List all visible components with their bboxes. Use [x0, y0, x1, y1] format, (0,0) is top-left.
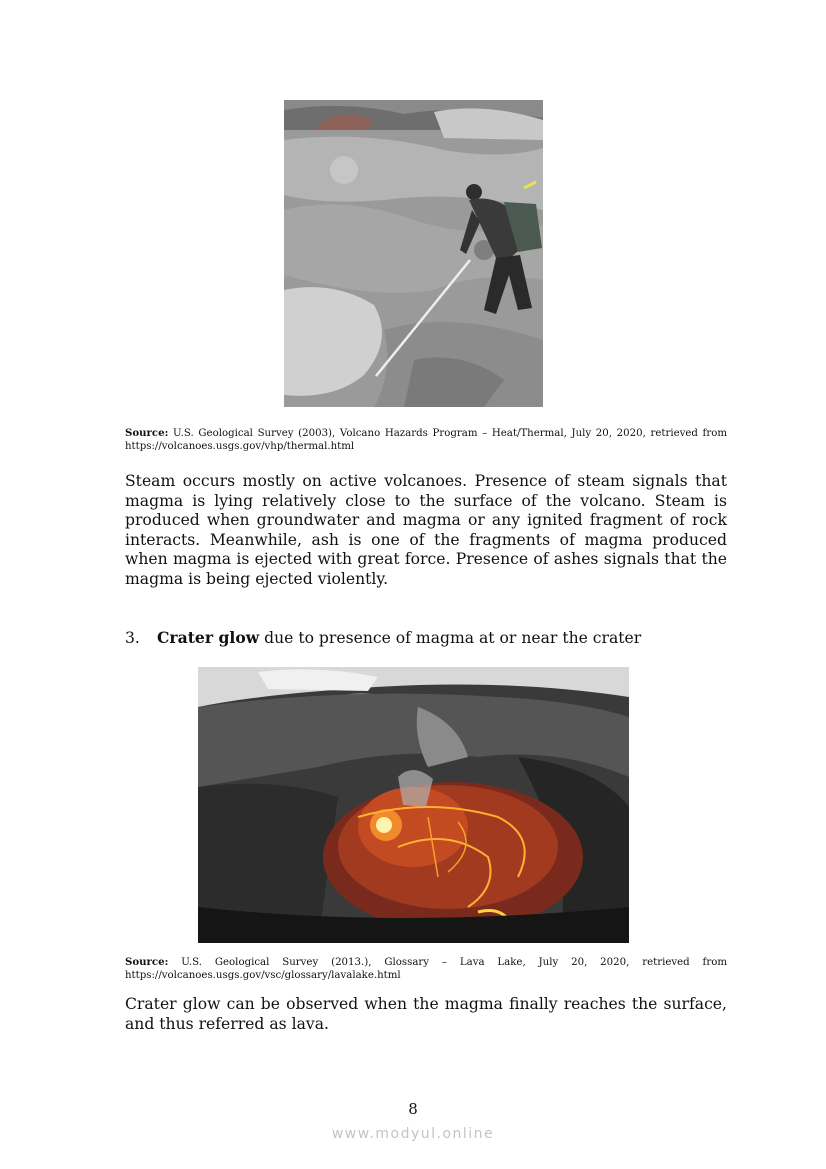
steam-field-photo: [284, 100, 543, 407]
source-label: Source:: [125, 427, 169, 439]
page-number: 8: [408, 1100, 418, 1118]
crater-glow-paragraph: Crater glow can be observed when the magma finally reaches the surface, and thus referred as lava.: [125, 995, 727, 1033]
section-number: 3.: [125, 629, 140, 647]
source-label: Source:: [125, 956, 169, 968]
watermark: www.modyul.online: [331, 1126, 495, 1142]
steam-paragraph: Steam occurs mostly on active volcanoes. Presence of steam signals that magma is lying relatively close to the surface of the volcano. Steam is produced when groundwater and magma or any ignited fragment of rock interacts. Meanwhile, ash is one of the fragments of magma produced when magma is ejected with great force. Presence of ashes signals that the magma is being ejected violently.: [125, 472, 727, 588]
source-citation: U.S. Geological Survey (2003), Volcano Hazards Program – Heat/Thermal, July 20, 2020, retrieved from https://volcanoes.usgs.gov/vhp/thermal.html: [125, 428, 727, 452]
section-title-bold: Crater glow: [157, 628, 260, 647]
section-title-rest: due to presence of magma at or near the crater: [259, 629, 642, 647]
figure2-source: [125, 956, 727, 982]
source-url: https://volcanoes.usgs.gov/vsc/glossary/lavalake.html: [125, 970, 401, 981]
source-citation: U.S. Geological Survey (2013.), Glossary – Lava Lake, July 20, 2020, retrieved from: [181, 957, 727, 968]
lava-lake-photo: [198, 667, 629, 943]
section-heading-crater-glow: [125, 628, 641, 648]
figure1-source: [125, 427, 727, 453]
